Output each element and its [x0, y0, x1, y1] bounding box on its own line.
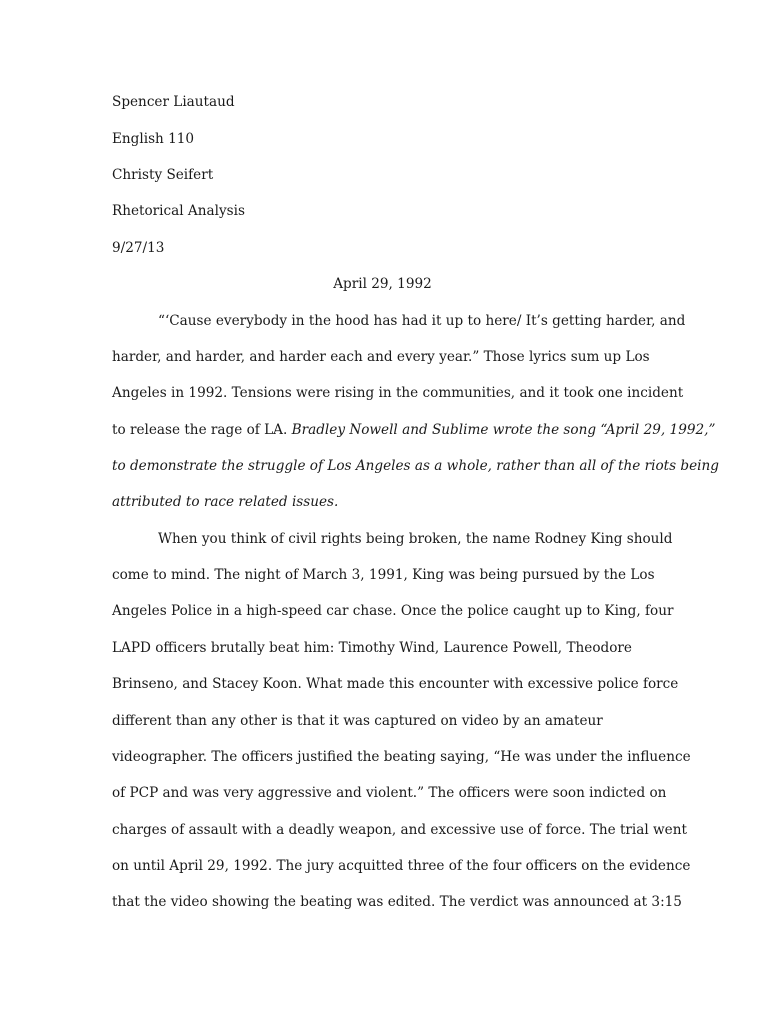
paragraph2-line: come to mind. The night of March 3, 1991, King was being pursued by the Los	[112, 567, 655, 583]
paragraph2-line: different than any other is that it was captured on video by an amateur	[112, 713, 603, 729]
thesis-statement: Bradley Nowell and Sublime wrote the song “April 29, 1992,”	[291, 422, 716, 438]
document-date: 9/27/13	[112, 240, 165, 256]
instructor-name: Christy Seifert	[112, 167, 214, 183]
paragraph1-line: Angeles in 1992. Tensions were rising in the communities, and it took one incident	[112, 385, 684, 401]
paragraph2-line: of PCP and was very aggressive and violent.” The officers were soon indicted on	[112, 785, 667, 801]
paragraph2-line: When you think of civil rights being broken, the name Rodney King should	[158, 531, 673, 547]
course-name: English 110	[112, 131, 195, 147]
paragraph2-line: that the video showing the beating was edited. The verdict was announced at 3:15	[112, 894, 682, 910]
paragraph2-line: LAPD officers brutally beat him: Timothy Wind, Laurence Powell, Theodore	[112, 640, 632, 656]
paragraph2-line: Angeles Police in a high-speed car chase. Once the police caught up to King, four	[112, 603, 674, 619]
essay-title: April 29, 1992	[333, 276, 432, 292]
paragraph2-line: on until April 29, 1992. The jury acquitted three of the four officers on the evidence	[112, 858, 691, 874]
paragraph1-line	[112, 420, 715, 440]
paragraph1-line-text: to release the rage of LA.	[112, 422, 288, 438]
paragraph2-line: charges of assault with a deadly weapon, and excessive use of force. The trial went	[112, 822, 687, 838]
thesis-statement: attributed to race related issues.	[112, 494, 339, 510]
author-name: Spencer Liautaud	[112, 94, 235, 110]
paragraph2-line: Brinseno, and Stacey Koon. What made this encounter with excessive police force	[112, 676, 679, 692]
assignment-name: Rhetorical Analysis	[112, 203, 245, 219]
thesis-statement: to demonstrate the struggle of Los Angeles as a whole, rather than all of the riots being	[112, 458, 719, 474]
paragraph2-line: videographer. The officers justified the beating saying, “He was under the influence	[112, 749, 691, 765]
paragraph1-line: “‘Cause everybody in the hood has had it up to here/ It’s getting harder, and	[158, 313, 686, 329]
paragraph1-line: harder, and harder, and harder each and every year.” Those lyrics sum up Los	[112, 349, 650, 365]
